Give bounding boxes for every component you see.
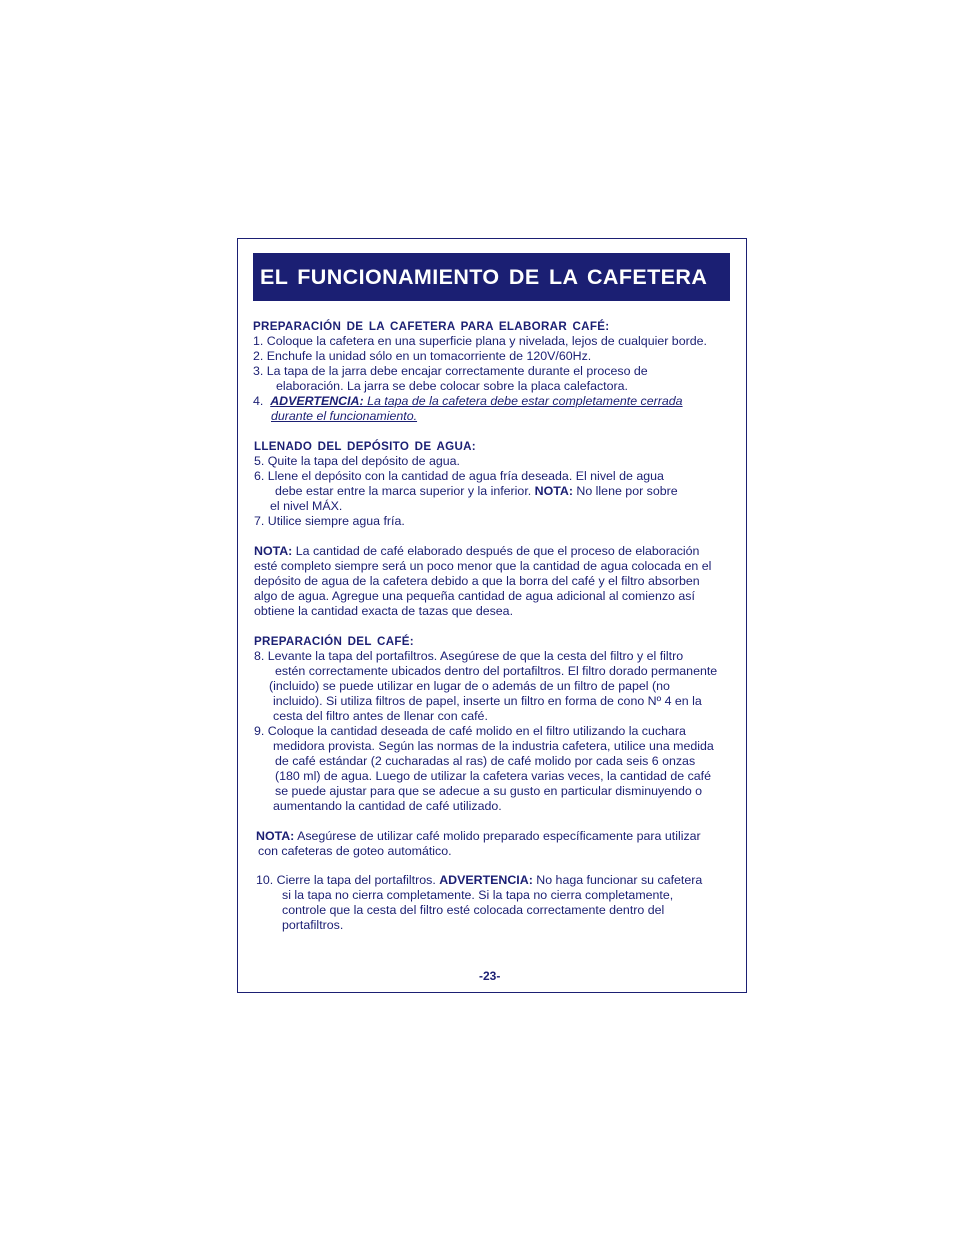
list-item-8: 8. Levante la tapa del portafiltros. Asegúrese de que la cesta del filtro y el filtro xyxy=(254,649,684,663)
list-item-2: 2. Enchufe la unidad sólo en un tomacorriente de 120V/60Hz. xyxy=(253,349,592,363)
list-item-6-text: debe estar entre la marca superior y la inferior. xyxy=(275,484,535,498)
note-paragraph-1 xyxy=(254,544,699,559)
note-label: NOTA: xyxy=(254,544,293,558)
title-banner xyxy=(253,253,730,301)
list-item-4-cont: durante el funcionamiento. xyxy=(271,409,418,423)
note-line: con cafeteras de goteo automático. xyxy=(258,844,452,858)
list-item-4 xyxy=(253,394,683,409)
list-item-8-cont: estén correctamente ubicados dentro del portafiltros. El filtro dorado permanente xyxy=(275,664,718,678)
list-item-6: 6. Llene el depósito con la cantidad de agua fría deseada. El nivel de agua xyxy=(254,469,664,483)
note-label: NOTA: xyxy=(534,484,573,498)
list-item-10-cont: portafiltros. xyxy=(282,918,344,932)
warning-text: La tapa de la cafetera debe estar completamente cerrada xyxy=(363,394,683,408)
list-item-6-rest: No llene por sobre xyxy=(572,484,678,498)
list-item-10-text: 10. Cierre la tapa del portafiltros. xyxy=(256,873,440,887)
list-item-9-cont: (180 ml) de agua. Luego de utilizar la cafetera varias veces, la cantidad de café xyxy=(275,769,711,783)
list-item-6-cont xyxy=(275,484,678,499)
note-paragraph-2 xyxy=(256,829,701,844)
list-item-9-cont: se puede ajustar para que se adecue a su gusto en particular disminuyendo o xyxy=(275,784,703,798)
page-title: EL FUNCIONAMIENTO DE LA CAFETERA xyxy=(260,264,708,289)
list-item-8-cont: (incluido) se puede utilizar en lugar de o además de un filtro de papel (no xyxy=(269,679,670,693)
note-line: depósito de agua de la cafetera debido a que la borra del café y el filtro absorben xyxy=(254,574,700,588)
section-heading-preparation: PREPARACIÓN DE LA CAFETERA PARA ELABORAR CAFÉ: xyxy=(253,320,610,333)
list-item-6-cont-2: el nivel MÁX. xyxy=(270,499,343,513)
note-line: esté completo siempre será un poco menor que la cantidad de agua colocada en el xyxy=(254,559,712,573)
list-item-9-cont: medidora provista. Según las normas de la industria cafetera, utilice una medida xyxy=(273,739,714,753)
list-item-5: 5. Quite la tapa del depósito de agua. xyxy=(254,454,460,468)
list-item-3: 3. La tapa de la jarra debe encajar correctamente durante el proceso de xyxy=(253,364,648,378)
list-item-8-cont: incluido). Si utiliza filtros de papel, inserte un filtro en forma de cono Nº 4 en la xyxy=(273,694,702,708)
page-number: -23- xyxy=(479,969,501,983)
list-item-10-rest: No haga funcionar su cafetera xyxy=(532,873,703,887)
list-item-10-cont: si la tapa no cierra completamente. Si la tapa no cierra completamente, xyxy=(282,888,674,902)
note-label: NOTA: xyxy=(256,829,295,843)
warning-label: ADVERTENCIA: xyxy=(270,394,364,408)
note-line: obtiene la cantidad exacta de tazas que desea. xyxy=(254,604,514,618)
list-item-10 xyxy=(256,873,702,888)
list-item-9-cont: aumentando la cantidad de café utilizado. xyxy=(273,799,502,813)
list-item-7: 7. Utilice siempre agua fría. xyxy=(254,514,405,528)
warning-label: ADVERTENCIA: xyxy=(439,873,533,887)
list-item-1: 1. Coloque la cafetera en una superficie plana y nivelada, lejos de cualquier borde. xyxy=(253,334,707,348)
note-text: La cantidad de café elaborado después de que el proceso de elaboración xyxy=(292,544,700,558)
section-heading-coffee: PREPARACIÓN DEL CAFÉ: xyxy=(254,635,414,648)
list-item-10-cont: controle que la cesta del filtro esté colocada correctamente dentro del xyxy=(282,903,665,917)
list-item-4-number: 4. xyxy=(253,394,264,408)
note-line: algo de agua. Agregue una pequeña cantidad de agua adicional al comienzo así xyxy=(254,589,695,603)
note-text: Asegúrese de utilizar café molido preparado específicamente para utilizar xyxy=(294,829,701,843)
list-item-9-cont: de café estándar (2 cucharadas al ras) de café molido por cada seis 6 onzas xyxy=(275,754,696,768)
section-heading-water: LLENADO DEL DEPÓSITO DE AGUA: xyxy=(254,440,476,453)
list-item-3-cont: elaboración. La jarra se debe colocar sobre la placa calefactora. xyxy=(276,379,628,393)
list-item-8-cont: cesta del filtro antes de llenar con café. xyxy=(273,709,488,723)
list-item-9: 9. Coloque la cantidad deseada de café molido en el filtro utilizando la cuchara xyxy=(254,724,686,738)
